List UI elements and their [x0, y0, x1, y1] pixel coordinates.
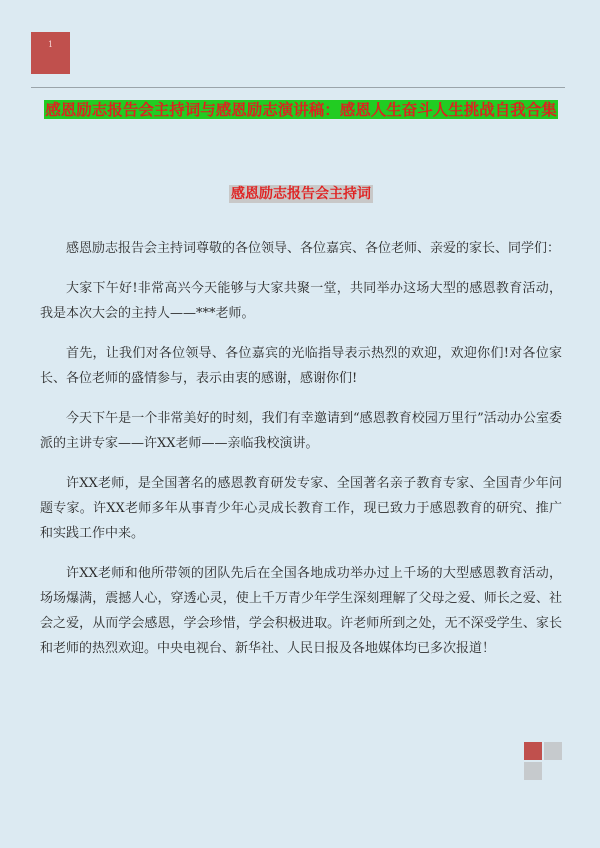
- paragraph-5: 许XX老师，是全国著名的感恩教育研发专家、全国著名亲子教育专家、全国青少年问题专家。许XX老师多年从事青少年心灵成长教育工作，现已致力于感恩教育的研究、推广和实践工作中来。: [40, 476, 562, 541]
- document-title-text: 感恩励志报告会主持词与感恩励志演讲稿：感恩人生奋斗人生挑战自我合集: [45, 100, 557, 119]
- paragraph-1: 感恩励志报告会主持词尊敬的各位领导、各位嘉宾、各位老师、亲爱的家长、同学们：: [66, 241, 561, 256]
- paragraph-4: 今天下午是一个非常美好的时刻，我们有幸邀请到“感恩教育校园万里行”活动办公室委派的主讲专家——许XX老师——亲临我校演讲。: [40, 411, 562, 451]
- document-body: [40, 236, 562, 676]
- section-heading-text: 感恩励志报告会主持词: [231, 186, 371, 202]
- header-divider: [31, 87, 565, 88]
- document-title: [40, 99, 562, 121]
- decor-square-gray: [524, 762, 542, 780]
- decor-square-red: [524, 742, 542, 760]
- corner-decoration: [524, 742, 564, 782]
- section-heading: [40, 183, 562, 203]
- paragraph-3: 首先，让我们对各位领导、各位嘉宾的光临指导表示热烈的欢迎，欢迎你们!对各位家长、各位老师的盛情参与，表示由衷的感谢，感谢你们!: [40, 346, 562, 386]
- page-number: 1: [47, 40, 54, 49]
- paragraph-6: 许XX老师和他所带领的团队先后在全国各地成功举办过上千场的大型感恩教育活动，场场爆满，震撼人心，穿透心灵，使上千万青少年学生深刻理解了父母之爱、师长之爱、社会之爱，从而学会感恩，学会珍惜，学会积极进取。许老师所到之处，无不深受学生、家长和老师的热烈欢迎。中央电视台、新华社、人民日报及各地媒体均已多次报道！: [40, 566, 562, 656]
- decor-square-gray: [544, 742, 562, 760]
- paragraph-2: 大家下午好!非常高兴今天能够与大家共聚一堂，共同举办这场大型的感恩教育活动，我是本次大会的主持人——***老师。: [40, 281, 562, 321]
- page-number-badge: [31, 32, 70, 74]
